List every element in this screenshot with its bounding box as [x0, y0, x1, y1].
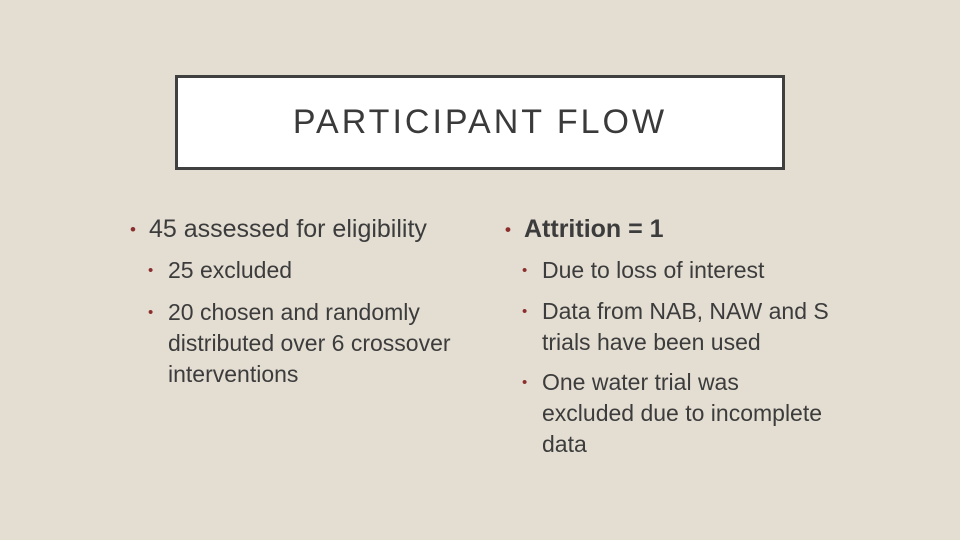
sub-bullet-water-trial: [522, 367, 835, 460]
sub-bullet-excluded: [148, 255, 470, 286]
bullet-text: One water trial was excluded due to incomplete data: [542, 369, 823, 457]
sub-bullet-loss-of-interest: [522, 255, 835, 286]
bullet-text: Data from NAB, NAW and S trials have been used: [542, 298, 829, 355]
bullet-text: 20 chosen and randomly distributed over 6 crossover interventions: [168, 299, 451, 387]
sub-bullet-chosen: [148, 297, 470, 390]
bullet-marker: •: [148, 262, 154, 279]
title-box: [175, 75, 785, 170]
bullet-text: 25 excluded: [168, 257, 293, 283]
bullet-marker: •: [148, 304, 154, 321]
bullet-marker: •: [130, 220, 136, 239]
bullet-assessed: [130, 213, 470, 246]
bullet-text: 45 assessed for eligibility: [149, 215, 427, 243]
bullet-marker: •: [522, 262, 528, 279]
sub-bullet-data-used: [522, 296, 835, 358]
bullet-marker: •: [522, 374, 528, 391]
left-column: [130, 213, 470, 390]
bullet-text: Attrition = 1: [524, 215, 664, 243]
bullet-marker: •: [522, 303, 528, 320]
slide-title: PARTICIPANT FLOW: [292, 103, 668, 141]
bullet-marker: •: [505, 220, 511, 239]
right-column: [505, 213, 835, 460]
bullet-text: Due to loss of interest: [542, 257, 765, 283]
bullet-attrition: [505, 213, 835, 246]
